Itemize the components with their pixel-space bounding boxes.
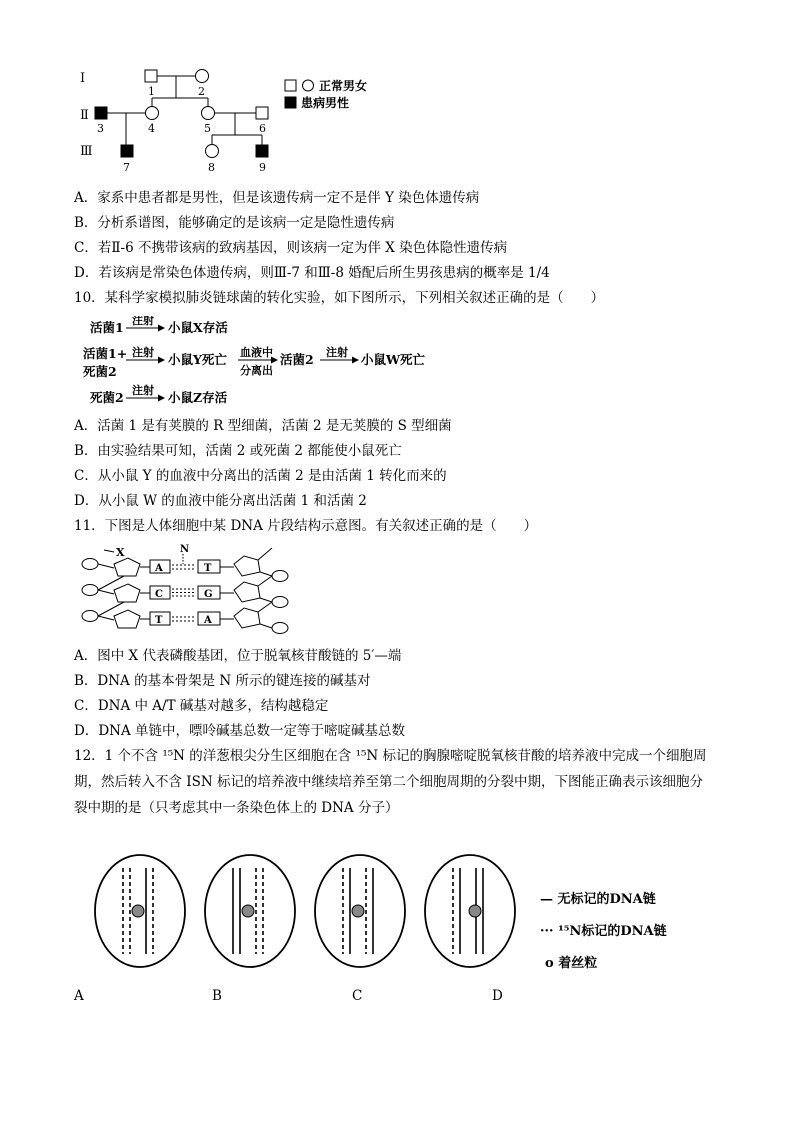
- choice-label-a: A: [74, 988, 84, 1004]
- cell-b: [205, 855, 295, 967]
- q11-stem: 11．下图是人体细胞中某 DNA 片段结构示意图。有关叙述正确的是（ ）: [74, 518, 538, 534]
- flow-inject-4: 注射: [132, 384, 154, 397]
- chromosome-svg: [90, 850, 530, 975]
- flow-inject-2: 注射: [132, 346, 154, 359]
- gen-label-1: Ⅰ: [80, 71, 86, 86]
- individual-4: [146, 107, 159, 120]
- flow-mouse-y: 小鼠Y死亡: [168, 352, 227, 367]
- id-5: 5: [204, 122, 211, 135]
- id-4: 4: [148, 122, 155, 135]
- q10-option-a: A．活菌 1 是有荚膜的 R 型细菌，活菌 2 是无荚膜的 S 型细菌: [74, 418, 452, 434]
- q11-option-a: A．图中 X 代表磷酸基团，位于脱氧核苷酸链的 5′—端: [74, 648, 402, 664]
- pedigree-svg: [70, 62, 390, 182]
- q9-option-b: B．分析系谱图，能够确定的是该病一定是隐性遗传病: [74, 215, 395, 231]
- flow-inject-3: 注射: [326, 346, 348, 359]
- flow-mouse-z: 小鼠Z存活: [168, 390, 228, 405]
- legend-unlabeled-strand: — 无标记的DNA链: [540, 892, 656, 907]
- q12-stem-line-3: 裂中期的是（只考虑其中一条染色体上的 DNA 分子）: [74, 800, 399, 816]
- q10-option-b: B．由实验结果可知，活菌 2 或死菌 2 都能使小鼠死亡: [74, 443, 402, 459]
- dna-svg: [76, 542, 316, 642]
- transformation-flow-diagram: [80, 316, 440, 412]
- id-9: 9: [259, 161, 266, 174]
- flow-live1: 活菌1: [90, 320, 124, 335]
- legend-normal-label: 正常男女: [319, 79, 368, 93]
- legend-normal-male-icon: [285, 80, 296, 91]
- individual-3: [95, 107, 107, 119]
- q11-option-c: C．DNA 中 A/T 碱基对越多，结构越稳定: [74, 698, 329, 714]
- dna-structure-diagram: [76, 542, 316, 642]
- individual-7: [121, 145, 133, 157]
- q10-stem: 10．某科学家模拟肺炎链球菌的转化实验，如下图所示，下列相关叙述正确的是（ ）: [74, 290, 605, 306]
- q9-option-a: A．家系中患者都是男性，但是该遗传病一定不是伴 Y 染色体遗传病: [74, 190, 480, 206]
- gen-label-2: Ⅱ: [80, 108, 89, 123]
- hydrogen-bonds: [172, 565, 196, 621]
- id-3: 3: [97, 122, 104, 135]
- individual-2: [196, 70, 209, 83]
- id-6: 6: [259, 122, 266, 135]
- base-right-g: G: [204, 589, 213, 600]
- left-strand: [82, 558, 150, 628]
- q12-stem-line-2: 期，然后转入不含 ISN 标记的培养液中继续培养至第二个细胞周期的分裂中期，下图能正确表示该细胞分: [74, 774, 703, 790]
- legend-centromere: o 着丝粒: [545, 956, 598, 971]
- flow-blood-label: 血液中: [240, 346, 273, 359]
- flow-isolate-label: 分离出: [240, 364, 273, 377]
- cell-d: [425, 855, 515, 967]
- dna-label-x: X: [116, 546, 125, 559]
- flow-live2: 活菌2: [280, 352, 314, 367]
- q10-option-c: C．从小鼠 Y 的血液中分离出的活菌 2 是由活菌 1 转化而来的: [74, 468, 447, 484]
- flow-mouse-x: 小鼠X存活: [168, 320, 228, 335]
- id-2: 2: [198, 85, 205, 98]
- base-left-c: C: [155, 589, 163, 600]
- base-right-a: A: [204, 615, 212, 626]
- gen-label-3: Ⅲ: [80, 144, 93, 159]
- individual-8: [206, 145, 219, 158]
- legend-labeled-strand: ··· ¹⁵N标记的DNA链: [540, 924, 667, 939]
- q11-option-d: D．DNA 单链中，嘌呤碱基总数一定等于嘧啶碱基总数: [74, 723, 405, 739]
- flow-inject-1: 注射: [132, 316, 154, 327]
- base-left-a: A: [155, 563, 163, 574]
- base-left-t: T: [155, 615, 163, 626]
- id-8: 8: [208, 161, 215, 174]
- base-right-t: T: [204, 563, 212, 574]
- q11-option-b: B．DNA 的基本骨架是 N 所示的键连接的碱基对: [74, 673, 371, 689]
- chromosome-figures: [90, 850, 530, 975]
- cell-a: [95, 855, 185, 967]
- right-strand: [220, 548, 288, 634]
- legend-affected-label: 患病男性: [301, 96, 350, 110]
- id-7: 7: [123, 161, 130, 174]
- q9-option-d: D．若该病是常染色体遗传病，则Ⅲ-7 和Ⅲ-8 婚配后所生男孩患病的概率是 1/4: [74, 265, 550, 281]
- choice-label-c: C: [352, 988, 363, 1004]
- id-1: 1: [148, 85, 155, 98]
- legend-affected-male-icon: [285, 97, 296, 108]
- flow-arrows-svg: [80, 316, 440, 412]
- q12-stem-line-1: 12．1 个不含 ¹⁵N 的洋葱根尖分生区细胞在含 ¹⁵N 标记的胸腺嘧啶脱氧核苷酸的培养液中完成一个细胞周: [74, 748, 707, 764]
- cell-c: [315, 855, 405, 967]
- individual-9: [256, 145, 268, 157]
- dna-label-n: N: [180, 544, 190, 555]
- flow-dead2: 死菌2: [83, 364, 117, 379]
- choice-label-d: D: [492, 988, 503, 1004]
- choice-label-b: B: [212, 988, 222, 1004]
- individual-5: [202, 107, 215, 120]
- flow-live1-plus: 活菌1+: [83, 346, 128, 361]
- individual-6: [256, 107, 268, 119]
- flow-mouse-w: 小鼠W死亡: [361, 352, 426, 367]
- q10-option-d: D．从小鼠 W 的血液中能分离出活菌 1 和活菌 2: [74, 493, 367, 509]
- q9-option-c: C．若Ⅱ-6 不携带该病的致病基因，则该病一定为伴 X 染色体隐性遗传病: [74, 240, 508, 256]
- pedigree-figure: [70, 62, 390, 182]
- individual-1: [145, 70, 157, 82]
- flow-dead2-row3: 死菌2: [90, 390, 124, 405]
- legend-normal-female-icon: [303, 80, 314, 91]
